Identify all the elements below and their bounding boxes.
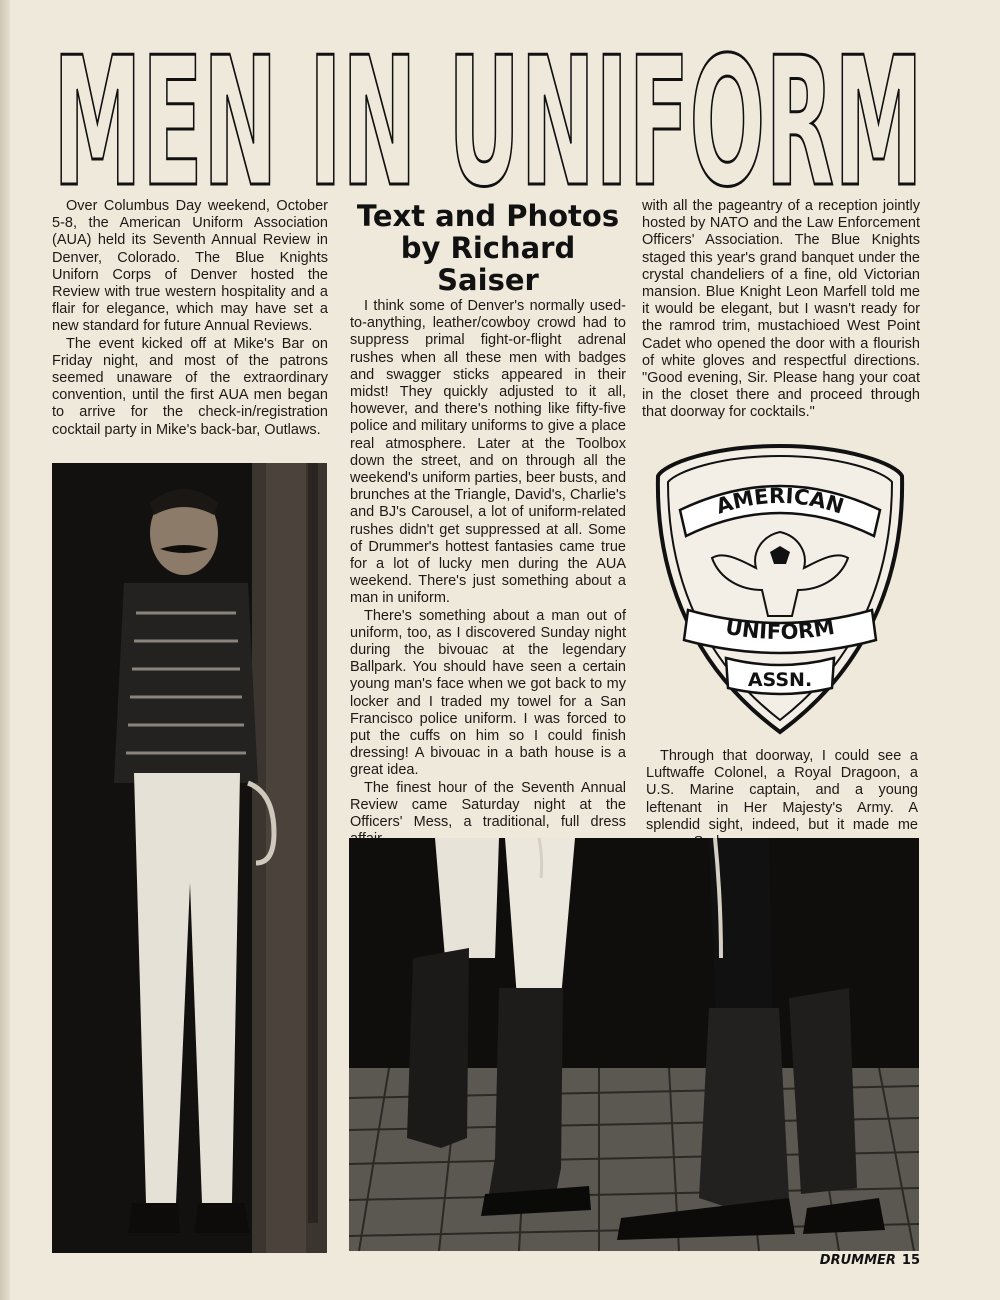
page-number: 15 bbox=[901, 1253, 920, 1268]
paragraph: There's something about a man out of uniform, too, as I discovered Sunday night during the bivouac at the legendary Ballpark. You should have seen a certain young man's face when we got back to my locker and I traded my towel for a San Francisco police uniform. I was forced to put the cuffs on him so I could finish dressing! A bivouac in a bath house is a great idea. bbox=[350, 607, 626, 779]
headline bbox=[48, 42, 928, 202]
emblem-bottom-text: ASSN. bbox=[747, 669, 813, 691]
page-footer bbox=[820, 1253, 920, 1268]
page-edge bbox=[0, 0, 10, 1300]
photo-cadet-in-doorway bbox=[52, 463, 327, 1253]
article-column-middle bbox=[350, 298, 626, 849]
paragraph: I think some of Denver's normally used-to-anything, leather/cowboy crowd had to suppress primal fight-or-flight adrenal rushes when all these men with badges and swagger sticks appeared in their midst! They quickly adjusted to it all, however, and there's nothing like fifty-five police and military uniforms to give a place real atmosphere. Later at the Toolbox down the street, and on through all the weekend's uniform parties, beer busts, and brunches at the Triangle, David's, Charlie's and BJ's Carousel, a lot of uniform-related rushes didn't get suppressed at all. Some of Drummer's hottest fantasies came true for a lot of lucky men during the AUA weekend. There's just something about a man in uniform. bbox=[350, 298, 627, 607]
byline-line-1: Text and Photos bbox=[356, 199, 620, 233]
photo-uniform-boots bbox=[349, 838, 919, 1251]
paragraph: The finest hour of the Seventh Annual Review came Saturday night at the Officers' Mess, a traditional, full dress bbox=[350, 779, 626, 831]
paragraph: Over Columbus Day weekend, October 5-8, the American Uniform Association (AUA) held its Seventh Annual Review in Denver, Colorado. The Blue Knights Uniforn Corps of Denver hosted the Review with true western hospitality and a flair for elegance, which may have set a new standard for future Annual Reviews. bbox=[52, 198, 328, 335]
byline bbox=[348, 200, 628, 296]
article-column-right-top bbox=[642, 198, 920, 422]
magazine-name: DRUMMER bbox=[819, 1253, 896, 1268]
headline-text: MEN IN UNIFORM bbox=[53, 42, 924, 202]
article-column-left bbox=[52, 198, 328, 439]
paragraph: with all the pageantry of a reception jointly hosted by NATO and the Law Enforcement Officers' Association. The Blue Knights staged this year's grand banquet under the crystal chandeliers of a fine, old Victorian mansion. Blue Knight Leon Marfell told me it would be elegant, but I wasn't ready for the ramrod trim, mustachioed West Point Cadet who opened the door with a flourish of white gloves and respectful directions. "Good evening, Sir. Please hang your coat in the closet there and proceed through that doorway for cocktails." bbox=[642, 198, 920, 421]
paragraph: The event kicked off at Mike's Bar on Friday night, and most of the patrons seemed unaware of the extraordinary convention, until the first AUA men began to arrive for the check-in/registration cocktail party in Mike's back-bar, Outlaws. bbox=[52, 335, 328, 438]
emblem-middle-text: UNIFORM bbox=[723, 614, 837, 645]
american-uniform-association-emblem bbox=[652, 440, 908, 740]
paragraph: Through that doorway, I could see a Luftwaffe Colonel, a Royal Dragoon, a U.S. Marine captain, and a young leftenant in Her Majesty's Army. A splendid sight, indeed, but it made me bbox=[646, 748, 918, 833]
emblem-top-text: AMERICAN bbox=[713, 483, 847, 519]
article-column-right-bottom bbox=[646, 748, 918, 851]
byline-line-2: by Richard Saiser bbox=[400, 231, 576, 297]
